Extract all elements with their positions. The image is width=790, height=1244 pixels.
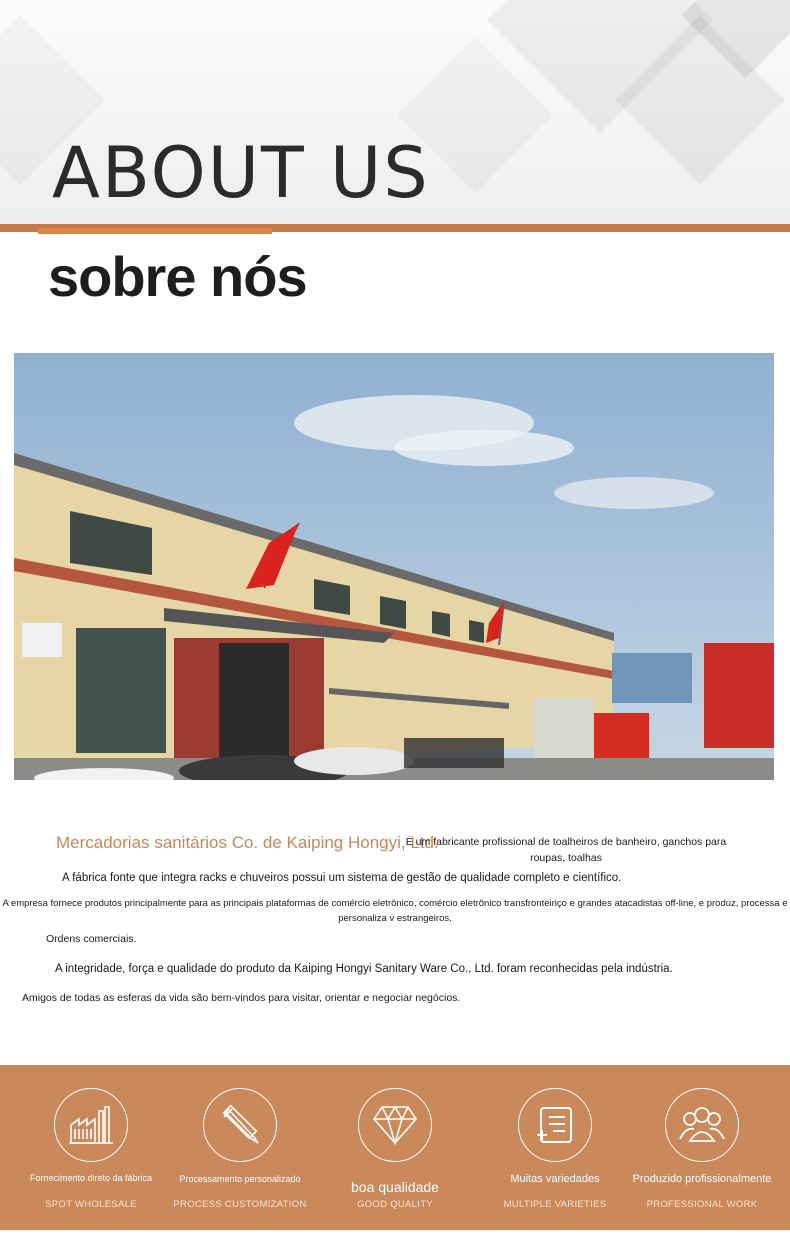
feature-label: Produzido profissionalmente — [632, 1173, 772, 1185]
factory-photo — [14, 353, 774, 780]
feature-label: Fornecimento direto da fábrica — [29, 1173, 153, 1183]
page-subtitle: sobre nós — [48, 245, 307, 308]
about-text-line: A empresa fornece produtos principalmente para as principais plataformas de comércio eletrônico, comércio eletrônico transfronteiriço e grandes atacadistas off-line, e produz, processa e personaliza v estrangeiros. — [2, 898, 788, 924]
feature-process-customization — [165, 1088, 315, 1228]
about-text-line: Ordens comerciais. — [46, 933, 137, 945]
feature-label-en: MULTIPLE VARIETIES — [503, 1199, 607, 1210]
feature-multiple-varieties — [480, 1088, 630, 1228]
team-icon — [665, 1088, 739, 1162]
list-add-icon — [518, 1088, 592, 1162]
about-text-line: Amigos de todas as esferas da vida são bem-vindos para visitar, orientar e negociar negócios. — [22, 992, 461, 1004]
factory-icon — [54, 1088, 128, 1162]
about-text-line: A integridade, força e qualidade do produto da Kaiping Hongyi Sanitary Ware Co., Ltd. foram reconhecidas pela indústria. — [55, 963, 673, 975]
about-text-line: A fábrica fonte que integra racks e chuveiros possui um sistema de gestão de qualidade completo e científico. — [62, 872, 622, 884]
accent-divider-highlight — [38, 228, 272, 234]
header-banner — [0, 0, 790, 226]
feature-label-en: PROFESSIONAL WORK — [646, 1199, 758, 1210]
feature-label: Processamento personalizado — [179, 1174, 301, 1184]
feature-label-en: PROCESS CUSTOMIZATION — [173, 1199, 307, 1210]
feature-label: boa qualidade — [351, 1179, 439, 1195]
feature-professional-work — [627, 1088, 777, 1228]
feature-spot-wholesale — [16, 1088, 166, 1228]
feature-good-quality — [320, 1088, 470, 1228]
ruler-pencil-icon — [203, 1088, 277, 1162]
company-name: Mercadorias sanitários Co. de Kaiping Hongyi, Ltd. — [56, 833, 439, 852]
about-text-line: É um fabricante profissional de toalheiros de banheiro, ganchos para roupas, toalhas — [405, 836, 727, 864]
feature-label-en: GOOD QUALITY — [357, 1199, 433, 1210]
feature-label: Muitas variedades — [510, 1173, 600, 1185]
page-title: ABOUT US — [52, 132, 430, 214]
feature-label-en: SPOT WHOLESALE — [45, 1199, 137, 1210]
diamond-icon — [358, 1088, 432, 1162]
